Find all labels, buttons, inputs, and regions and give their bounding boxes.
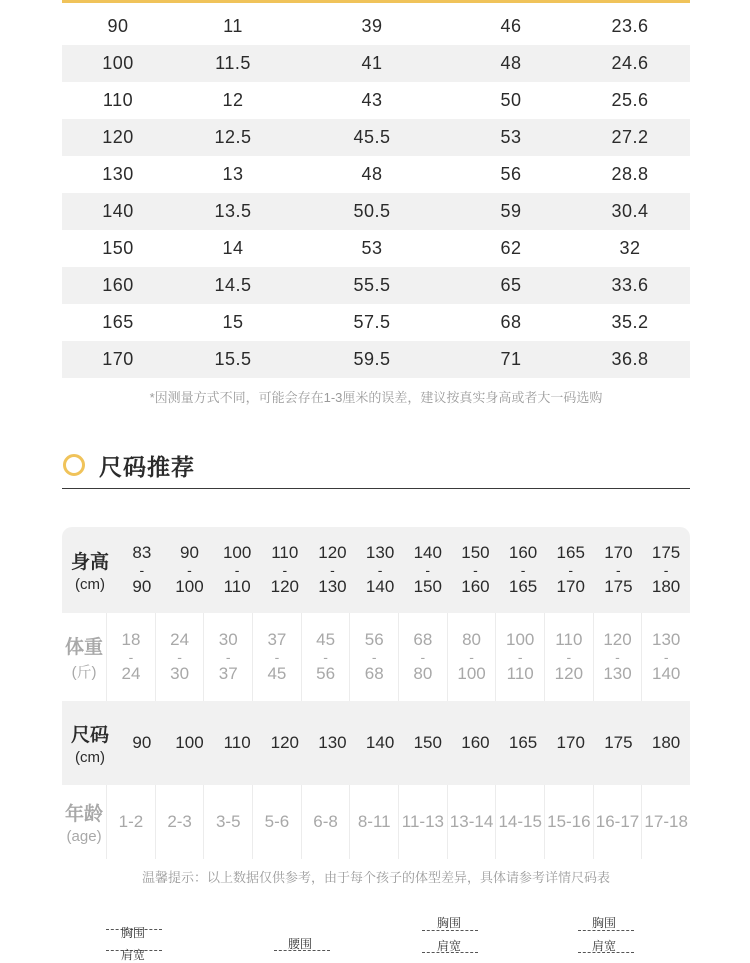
range-end: 110 xyxy=(223,577,251,596)
grid-cell xyxy=(642,527,690,613)
weight-label: 体重 xyxy=(65,637,104,658)
range-start: 130 xyxy=(365,543,395,562)
range-start: 90 xyxy=(180,543,199,562)
height-row xyxy=(62,527,690,613)
table-cell: 23.6 xyxy=(611,16,649,36)
range-start: 120 xyxy=(603,630,632,649)
range-dash: - xyxy=(425,562,431,578)
range-start: 100 xyxy=(222,543,252,562)
range-dash: - xyxy=(177,649,182,665)
grid-cell xyxy=(452,527,500,613)
size-unit: (cm) xyxy=(75,749,105,766)
grid-cell xyxy=(641,613,690,701)
table-cell: 68 xyxy=(500,312,522,332)
table-cell: 110 xyxy=(102,90,134,110)
range-end: 100 xyxy=(457,664,486,683)
section-circle-icon xyxy=(63,454,85,476)
grid-cell xyxy=(261,527,309,613)
grid-cell xyxy=(595,527,643,613)
range-dash: - xyxy=(517,649,523,665)
range-start: 150 xyxy=(461,543,490,562)
table-cell: 65 xyxy=(500,275,522,295)
range-dash: - xyxy=(323,649,328,665)
table-cell: 48 xyxy=(500,53,522,73)
range-dash: - xyxy=(616,562,621,578)
range-end: 110 xyxy=(506,664,534,683)
grid-cell: 16-17 xyxy=(593,785,642,859)
grid-cell xyxy=(118,527,166,613)
range-start: 45 xyxy=(316,630,336,649)
diagram2-waist-label: 腰围 xyxy=(288,937,313,951)
grid-cell: 13-14 xyxy=(447,785,496,859)
table-cell: 25.6 xyxy=(611,90,649,110)
grid-cell xyxy=(155,613,204,701)
table-cell: 120 xyxy=(102,127,134,147)
table-row xyxy=(62,230,690,267)
grid-cell: 160 xyxy=(461,733,490,752)
range-end: 160 xyxy=(461,577,490,596)
grid-cell: 140 xyxy=(365,733,395,752)
range-end: 45 xyxy=(267,664,287,683)
table-row xyxy=(62,82,690,119)
size-header xyxy=(62,701,118,785)
table-cell: 13 xyxy=(222,164,244,184)
weight-row xyxy=(62,613,690,701)
table-cell: 150 xyxy=(102,238,134,258)
grid-cell: 2-3 xyxy=(155,785,204,859)
table-cell: 46 xyxy=(500,16,522,36)
range-end: 180 xyxy=(651,577,681,596)
range-dash: - xyxy=(663,562,669,578)
diagram4-chest-label: 胸围 xyxy=(592,916,617,930)
range-end: 30 xyxy=(170,664,190,683)
range-dash: - xyxy=(330,562,335,578)
measurement-note: *因测量方式不同，可能会存在1-3厘米的误差，建议按真实身高或者大一码选购 xyxy=(149,390,603,405)
range-end: 140 xyxy=(651,664,681,683)
size-label: 尺码 xyxy=(70,725,109,746)
range-start: 56 xyxy=(364,630,384,649)
size-recommendation-grid xyxy=(62,527,690,859)
grid-cell: 1-2 xyxy=(106,785,155,859)
table-cell: 130 xyxy=(102,164,134,184)
diagram3-shoulder-label: 肩宽 xyxy=(437,939,462,953)
range-end: 175 xyxy=(604,577,633,596)
range-dash: - xyxy=(663,649,669,665)
range-dash: - xyxy=(282,562,288,578)
table-cell: 32 xyxy=(619,238,641,258)
table-cell: 27.2 xyxy=(611,127,649,147)
range-start: 80 xyxy=(462,630,481,649)
grid-cell xyxy=(166,527,214,613)
table-cell: 11.5 xyxy=(215,53,251,73)
age-label: 年龄 xyxy=(65,804,104,825)
grid-cell xyxy=(213,527,261,613)
table-cell: 56 xyxy=(500,164,522,184)
section-divider xyxy=(62,488,690,489)
grid-cell: 120 xyxy=(270,733,299,752)
height-unit: (cm) xyxy=(75,576,105,593)
size-table xyxy=(62,8,690,378)
weight-unit: (斤) xyxy=(71,664,97,681)
range-start: 83 xyxy=(132,543,152,562)
diagram1-shoulder-label: 肩宽 xyxy=(121,948,146,962)
range-dash: - xyxy=(615,649,620,665)
table-row xyxy=(62,193,690,230)
top-accent-bar xyxy=(62,0,690,3)
table-row xyxy=(62,156,690,193)
grid-cell xyxy=(356,527,404,613)
range-end: 150 xyxy=(413,577,442,596)
table-cell: 36.8 xyxy=(611,349,649,369)
range-end: 56 xyxy=(316,664,336,683)
table-cell: 90 xyxy=(107,16,129,36)
table-cell: 160 xyxy=(102,275,134,295)
table-cell: 100 xyxy=(102,53,134,73)
table-cell: 59 xyxy=(500,201,522,221)
range-end: 165 xyxy=(508,577,538,596)
grid-cell: 6-8 xyxy=(301,785,350,859)
table-cell: 35.2 xyxy=(611,312,649,332)
range-dash: - xyxy=(566,649,572,665)
grid-cell xyxy=(106,613,155,701)
table-cell: 41 xyxy=(361,53,383,73)
diagram1-chest-label: 胸围 xyxy=(121,926,146,940)
grid-cell xyxy=(398,613,447,701)
table-cell: 11 xyxy=(223,16,243,36)
range-dash: - xyxy=(225,649,231,665)
table-cell: 59.5 xyxy=(353,349,391,369)
table-cell: 12.5 xyxy=(214,127,252,147)
table-cell: 53 xyxy=(500,127,522,147)
table-row xyxy=(62,304,690,341)
range-dash: - xyxy=(473,562,478,578)
table-row xyxy=(62,8,690,45)
range-start: 100 xyxy=(506,630,535,649)
grid-cell xyxy=(203,613,252,701)
range-end: 80 xyxy=(413,664,433,683)
size-row xyxy=(62,701,690,785)
table-cell: 15 xyxy=(222,312,244,332)
table-row xyxy=(62,341,690,378)
grid-cell: 17-18 xyxy=(641,785,690,859)
table-cell: 13.5 xyxy=(214,201,252,221)
range-dash: - xyxy=(568,562,574,578)
table-cell: 140 xyxy=(102,201,134,221)
grid-cell xyxy=(252,613,301,701)
table-cell: 45.5 xyxy=(353,127,391,147)
range-end: 170 xyxy=(556,577,585,596)
range-end: 24 xyxy=(121,664,141,683)
range-dash: - xyxy=(187,562,192,578)
grid-cell xyxy=(404,527,452,613)
grid-cell: 130 xyxy=(318,733,347,752)
range-end: 140 xyxy=(365,577,395,596)
range-end: 37 xyxy=(218,664,238,683)
grid-cell: 100 xyxy=(175,733,204,752)
range-end: 120 xyxy=(554,664,584,683)
range-dash: - xyxy=(377,562,383,578)
grid-cell: 180 xyxy=(651,733,681,752)
table-cell: 14.5 xyxy=(214,275,252,295)
table-cell: 165 xyxy=(102,312,134,332)
grid-cell xyxy=(301,613,350,701)
range-end: 130 xyxy=(318,577,347,596)
table-cell: 53 xyxy=(361,238,383,258)
grid-cell xyxy=(447,613,496,701)
table-cell: 14 xyxy=(222,238,244,258)
range-dash: - xyxy=(139,562,145,578)
table-cell: 33.6 xyxy=(611,275,649,295)
table-cell: 24.6 xyxy=(611,53,649,73)
table-cell: 71 xyxy=(500,349,522,369)
range-dash: - xyxy=(371,649,377,665)
grid-cell xyxy=(495,613,544,701)
table-cell: 39 xyxy=(361,16,383,36)
range-dash: - xyxy=(128,649,134,665)
range-dash: - xyxy=(234,562,240,578)
weight-header xyxy=(62,613,106,701)
grid-cell xyxy=(349,613,398,701)
range-start: 110 xyxy=(271,543,299,562)
grid-cell xyxy=(499,527,547,613)
table-cell: 62 xyxy=(500,238,522,258)
table-cell: 28.8 xyxy=(611,164,649,184)
range-start: 160 xyxy=(508,543,538,562)
tip-note: 温馨提示：以上数据仅供参考，由于每个孩子的体型差异，具体请参考详情尺码表 xyxy=(141,870,610,885)
table-cell: 50 xyxy=(500,90,522,110)
grid-cell: 170 xyxy=(556,733,585,752)
height-label: 身高 xyxy=(70,552,109,573)
range-start: 110 xyxy=(555,630,583,649)
grid-cell xyxy=(309,527,357,613)
table-cell: 55.5 xyxy=(353,275,391,295)
table-cell: 15.5 xyxy=(214,349,252,369)
range-end: 120 xyxy=(270,577,299,596)
table-cell: 170 xyxy=(102,349,134,369)
range-end: 130 xyxy=(603,664,632,683)
range-start: 170 xyxy=(604,543,633,562)
age-unit: (age) xyxy=(66,828,102,845)
height-header xyxy=(62,527,118,613)
range-end: 100 xyxy=(175,577,204,596)
grid-cell: 175 xyxy=(604,733,633,752)
grid-cell: 110 xyxy=(223,733,251,752)
table-cell: 50.5 xyxy=(353,201,391,221)
table-cell: 43 xyxy=(361,90,383,110)
table-cell: 12 xyxy=(222,90,244,110)
table-row xyxy=(62,119,690,156)
grid-cell xyxy=(544,613,593,701)
range-start: 130 xyxy=(651,630,681,649)
range-start: 175 xyxy=(651,543,681,562)
diagram4-shoulder-label: 肩宽 xyxy=(592,939,617,953)
range-dash: - xyxy=(420,649,426,665)
grid-cell: 150 xyxy=(413,733,442,752)
range-dash: - xyxy=(469,649,474,665)
range-start: 140 xyxy=(413,543,442,562)
table-cell: 30.4 xyxy=(611,201,649,221)
range-start: 37 xyxy=(267,630,287,649)
range-end: 68 xyxy=(364,664,384,683)
grid-cell: 165 xyxy=(508,733,538,752)
range-dash: - xyxy=(520,562,526,578)
table-cell: 48 xyxy=(361,164,383,184)
range-start: 24 xyxy=(170,630,190,649)
grid-cell: 8-11 xyxy=(349,785,398,859)
table-row xyxy=(62,267,690,304)
range-dash: - xyxy=(274,649,280,665)
grid-cell: 90 xyxy=(132,733,152,752)
section-title: 尺码推荐 xyxy=(99,454,195,480)
table-cell: 57.5 xyxy=(353,312,391,332)
grid-cell: 14-15 xyxy=(495,785,544,859)
age-header xyxy=(62,785,106,859)
diagram3-chest-label: 胸围 xyxy=(437,916,462,930)
range-start: 30 xyxy=(218,630,238,649)
grid-cell xyxy=(593,613,642,701)
grid-cell: 5-6 xyxy=(252,785,301,859)
age-row xyxy=(62,785,690,859)
range-start: 120 xyxy=(318,543,347,562)
grid-cell xyxy=(547,527,595,613)
grid-cell: 15-16 xyxy=(544,785,593,859)
range-start: 18 xyxy=(121,630,141,649)
range-end: 90 xyxy=(132,577,152,596)
grid-cell: 3-5 xyxy=(203,785,252,859)
grid-cell: 11-13 xyxy=(398,785,447,859)
range-start: 68 xyxy=(413,630,433,649)
range-start: 165 xyxy=(556,543,585,562)
table-row xyxy=(62,45,690,82)
